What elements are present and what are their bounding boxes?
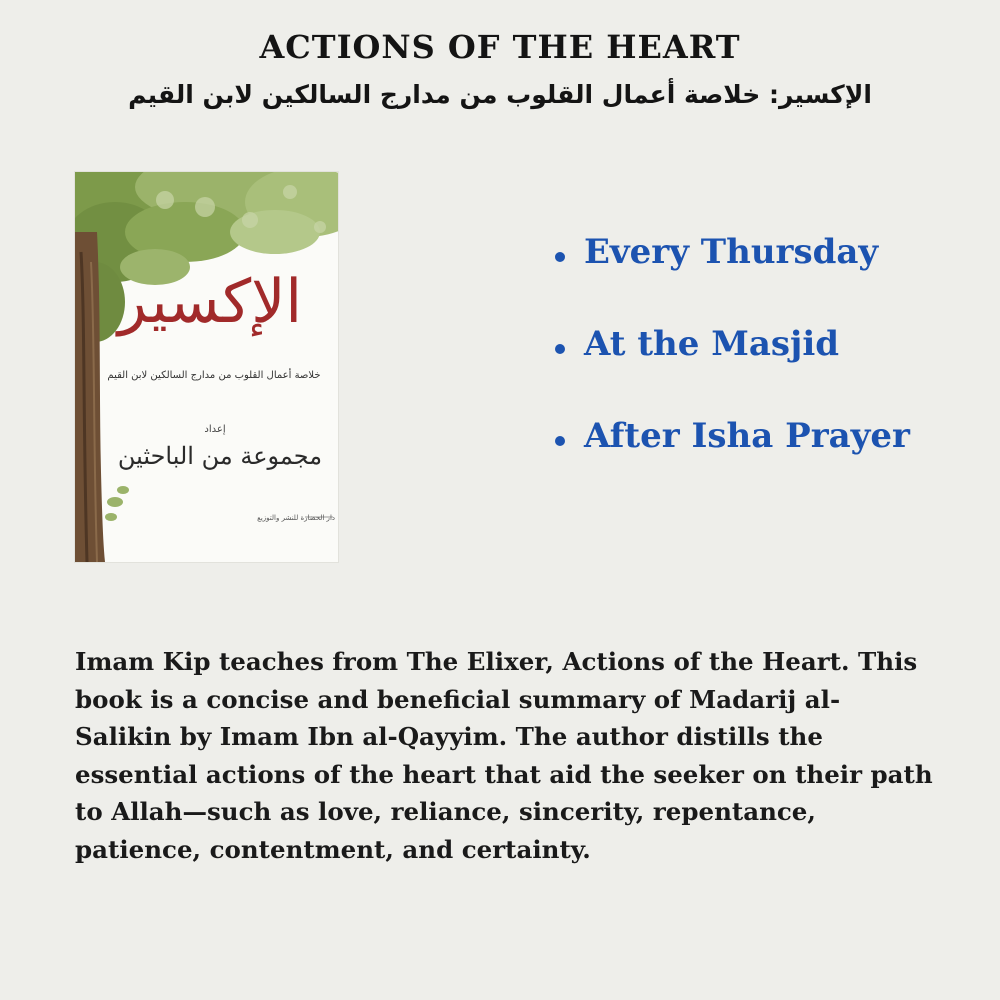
cover-prepared-by: إعداد <box>204 424 226 435</box>
book-cover <box>75 172 338 562</box>
cover-subtitle: خلاصة أعمال القلوب من مدارج السالكين لابن القيم <box>107 370 321 381</box>
schedule-item-label: Every Thursday <box>584 232 879 272</box>
tree-illustration <box>75 172 338 562</box>
arabic-subtitle: الإكسير: خلاصة أعمال القلوب من مدارج السالكين لابن القيم <box>128 80 872 109</box>
schedule-item-time <box>552 416 910 508</box>
schedule-item-location <box>552 324 910 416</box>
description-paragraph: Imam Kip teaches from The Elixer, Actions of the Heart. This book is a concise and beneficial summary of Madarij al-Salikin by Imam Ibn al-Qayyim. The author distills the essential actions of the heart that aid the seeker on their path to Allah—such as love, reliance, sincerity, repentance, patience, contentment, and certainty. <box>75 647 933 864</box>
schedule-item-label: After Isha Prayer <box>584 416 910 456</box>
cover-publisher: دار الحضارة للنشر والتوزيع <box>257 514 335 522</box>
schedule-item-day <box>552 232 910 324</box>
page-title: ACTIONS OF THE HEART <box>259 28 741 66</box>
bullet-icon <box>555 436 565 446</box>
schedule-list <box>552 232 910 508</box>
bullet-icon <box>555 252 565 262</box>
schedule-item-label: At the Masjid <box>584 324 840 364</box>
cover-authors: مجموعة من الباحثين <box>117 442 323 470</box>
bullet-icon <box>555 344 565 354</box>
cover-title: الإكسير <box>117 267 303 337</box>
